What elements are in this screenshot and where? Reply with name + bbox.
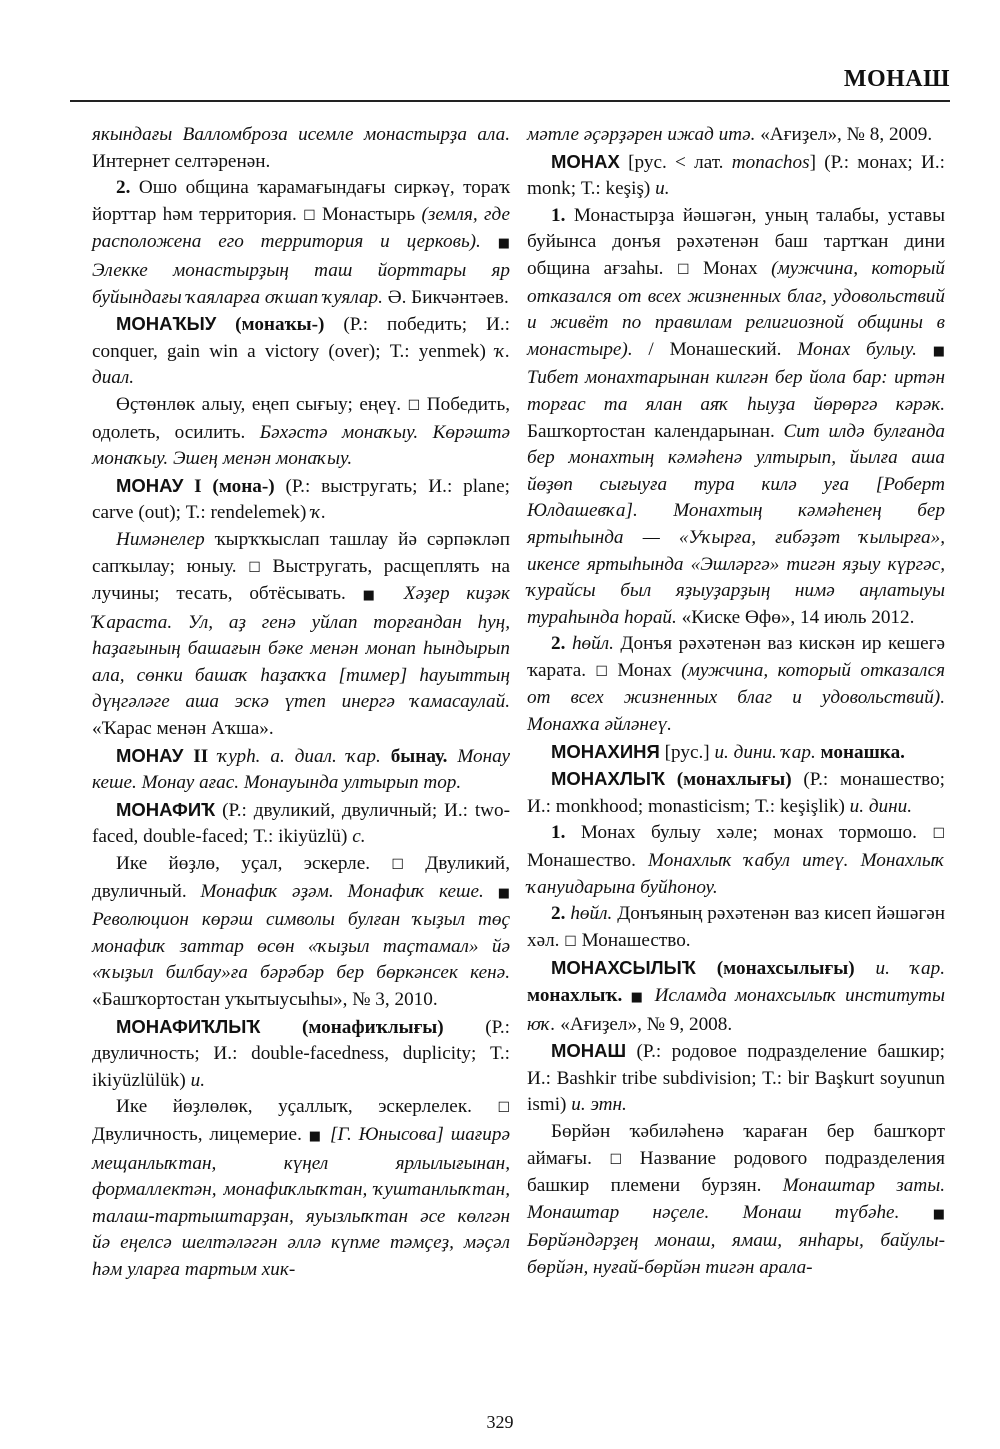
text-run: Монах булыу хәле; монах тормошо. [565, 822, 933, 844]
headword: МОНАҠЫУ [116, 313, 217, 335]
example-marker: ■ [362, 588, 387, 604]
bold-text: монахлыҡ. [527, 985, 623, 1006]
italic-text: (мужчина, который отказался от всех жизненных благ, удовольствий и живёт по правилам религиозной общины в монастыре). [527, 257, 945, 360]
bold-text: 1. [551, 204, 566, 226]
bold-text: I (мона-) [183, 475, 275, 497]
italic-text: Бөрйәндәрҙең монаш, ямаш, янһары, байулы-бөрйән, нуғай-бөрйән тигән арала- [527, 1230, 945, 1278]
translation-marker: ☐ [932, 826, 945, 843]
dictionary-entry [527, 149, 945, 203]
headword: МОНАХ [551, 150, 620, 172]
dictionary-entry [92, 743, 510, 797]
left-column [92, 122, 510, 1284]
text-run [381, 746, 391, 767]
italic-text: (земля, где расположена его территория и церковь). [92, 203, 510, 253]
text-run: Ике йөҙлөлөк, уҫаллыҡ, эскерлелек. [116, 1096, 498, 1118]
italic-text: и. этн. [571, 1094, 627, 1116]
text-run: ҡырҡҡыслап ташлау йә сәрпәкләп сапҡылау; юныу. [92, 528, 510, 577]
italic-text: Монахлыҡ ҡабул итеү. Монахлыҡ ҡануидарына буйһоноу. [527, 850, 945, 898]
text-run: Монашество. [576, 929, 691, 951]
text-run: Өҫтөнлөк алыу, еңеп сығыу; еңеү. [116, 393, 408, 415]
text-run: «Ағиҙел», № 9, 2008. [555, 1013, 733, 1035]
headword: МОНАХЛЫҠ [551, 768, 666, 790]
italic-text: и. ҡар. [875, 958, 945, 980]
text-run: «Ағиҙел», № 8, 2009. [755, 124, 933, 145]
text-run: Бөрйән ҡәбиләһенә ҡараған бер башҡорт аймағы. [527, 1120, 945, 1169]
text-run: [рус.] [659, 741, 715, 763]
text-run [481, 231, 498, 252]
text-run: Победить, одолеть, осилить. [92, 393, 510, 443]
italic-text: мәтле әҫәрҙәрен ижад итә. [527, 124, 756, 145]
text-run [855, 958, 876, 979]
continued-text [92, 122, 510, 175]
italic-text: Монах булыу. [797, 338, 917, 360]
text-run: «Ҡарас менән Аҡша». [92, 718, 274, 740]
italic-text: Элекке монастырҙың таш йорттары яр буйындағы ҡаяларға оҡшап ҡуялар. [92, 259, 510, 308]
italic-text: һөйл. [570, 903, 613, 925]
right-column [527, 122, 945, 1282]
italic-text: ҡурһ. а. диал. ҡар. [218, 745, 381, 767]
text-run: «Киске Өфө», 14 июль 2012. [676, 606, 915, 628]
italic-text: и. дини. ҡар. [714, 741, 816, 763]
text-run: (Р.: двуликий, двуличный; И.: two-faced, double-faced; Т.: ikiyüzlü) [92, 799, 510, 848]
translation-marker: ☐ [248, 559, 261, 576]
dictionary-entry [527, 766, 945, 820]
italic-text: якындағы Валломброза исемле монастырҙа ала. [92, 124, 510, 145]
italic-text: Монаштар заты. Монаштар нәҫеле. Монаш түбәһе. [527, 1175, 945, 1223]
text-run: Название родового подразделения башкир племени бурзян. [527, 1147, 945, 1197]
dictionary-entry [527, 739, 945, 767]
headword: МОНАУ [116, 744, 184, 766]
bold-text: 2. [116, 177, 131, 199]
example-marker: ■ [932, 343, 946, 359]
text-run: Монах [607, 659, 682, 681]
headword: МОНАХИНЯ [551, 740, 660, 762]
text-run [899, 1202, 932, 1223]
dictionary-entry [92, 311, 510, 392]
entry-sense [92, 851, 510, 1014]
text-run: Монашество. [527, 850, 649, 872]
bold-text: (монахсылығы) [695, 958, 855, 980]
italic-text: [Г. Юнысова] шағирә мещанлыҡтан, күңел ярлылығынан, формаллектән, монафиҡлыҡтан, ҡуштанлыҡтан, талаш-тартыштарҙан, яуызлыҡтан әсе көлгән йә еңелсә шелтәләгән әллә күпме тәмҫеҙ, мәҫәл һәм уларға тартым хик- [92, 1123, 510, 1280]
italic-text: Монафиҡ әҙәм. Монафиҡ кеше. [200, 880, 484, 902]
headword: МОНАУ [116, 474, 184, 496]
text-run: / Монашеский. [632, 338, 798, 360]
italic-text: и. [190, 1069, 205, 1091]
translation-marker: ☐ [497, 1100, 510, 1117]
translation-marker: ☐ [303, 207, 316, 224]
bold-text: 1. [551, 822, 566, 844]
italic-text: һөйл. [571, 633, 614, 655]
example-marker: ■ [932, 1206, 946, 1222]
headword: МОНАШ [551, 1040, 627, 1062]
italic-text: Нимәнелер [116, 528, 205, 550]
dictionary-entry [92, 473, 510, 527]
translation-marker: ☐ [407, 397, 421, 414]
italic-text: Хәҙер киҙәк Ҡараста. Ул, аҙ генә уйлап торғандан һуң, һаҙағының башағын бәке менән монап һындырып ала, сөнки башаҡ һаҙаҡҡа [тимер] һауыттың дүңгәләге аша эскә үтеп инергә ҡамасаулай. [92, 583, 510, 713]
translation-marker: ☐ [391, 857, 404, 874]
bold-text: бынау. [390, 745, 448, 767]
continued-text [527, 122, 945, 149]
text-run: Двуличность, лицемерие. [92, 1123, 309, 1145]
entry-sense [92, 175, 510, 311]
text-run: Донъяның рәхәтенән ваз кисеп йәшәгән хәл. [527, 903, 946, 951]
italic-text: ҡ. диал. [92, 340, 510, 389]
text-run: Ошо община ҡарамағындағы сиркәү, тораҡ йорттар һәм территория. [92, 177, 510, 225]
page-header [70, 66, 950, 102]
italic-text: с. [352, 826, 366, 848]
translation-marker: ☐ [564, 933, 577, 950]
translation-marker: ☐ [676, 261, 690, 278]
text-run: Ике йөҙлө, уҫал, эскерле. [116, 853, 392, 875]
text-run [484, 881, 498, 902]
text-run: Ә. Бикчәнтәев. [382, 286, 509, 308]
italic-text: и. [655, 178, 670, 200]
bold-text: II [183, 745, 209, 767]
text-run: [рус. < лат. [619, 151, 732, 173]
entry-sense [527, 203, 945, 632]
entry-sense [527, 901, 945, 955]
italic-text: и. дини. [849, 795, 913, 817]
italic-text: (мужчина, который отказался от всех жизненных благ и удовольствий). Монахҡа әйләнеү. [527, 659, 946, 736]
text-run: (Р.: родовое подразделение башкир; И.: Bashkir tribe subdivision; Т.: bir Başkurt soyunun ismi) [527, 1041, 945, 1116]
text-run: Монастырь [315, 203, 422, 225]
text-run: Интернет селтәренән. [92, 150, 271, 172]
text-run: Донъя рәхәтенән ваз кискән ир кешегә ҡарата. [527, 633, 946, 681]
dictionary-entry [92, 1014, 510, 1095]
page-number: 329 [486, 1412, 514, 1432]
entry-sense [527, 820, 945, 901]
example-marker: ■ [630, 990, 647, 1005]
entry-sense [527, 631, 945, 738]
bold-text: 2. [551, 903, 566, 925]
italic-text: Бәхәстә монаҡыу. Көрәштә монаҡыу. Эшең менән монаҡыу. [92, 421, 510, 470]
text-run: (Р.: двуличность; И.: double-facedness, duplicity; Т.: ikiyüzlülük) [92, 1016, 510, 1091]
bold-text: (монахлығы) [665, 769, 792, 791]
text-run: (Р.: выстругать; И.: plane; carve (out); Т.: rendelemek) [92, 475, 510, 524]
text-run: ] (Р.: монах; И.: monk; Т.: keşiş) [527, 151, 946, 200]
text-run: Двуликий, двуличный. [92, 853, 510, 902]
dictionary-entry [92, 797, 510, 851]
text-run: Монастырҙа йәшәгән, уның талабы, уставы буйынса донъя рәхәтенән баш тартҡан дини община ағзаһы. [527, 204, 945, 279]
italic-text: Революцион көрәш символы булған ҡыҙыл төҫ монафиҡ заттар өсөн «ҡыҙыл таҫтамал» йә «ҡыҙыл билбау»ға бәрәбәр бер бөркәнсек кенә. [92, 909, 510, 984]
running-head: МОНАШ [843, 66, 950, 92]
text-run [917, 339, 933, 360]
translation-marker: ☐ [595, 663, 608, 680]
text-run: «Башҡортостан уҡытыусыһы», № 3, 2010. [92, 989, 438, 1010]
text-run: (Р.: победить; И.: conquer, gain win a victory (over); Т.: yenmek) [92, 314, 511, 362]
entry-sense [92, 392, 510, 473]
entry-sense [92, 1094, 510, 1283]
bold-text: (монаҡы-) [216, 314, 325, 336]
headword: МОНАФИҠЛЫҠ [116, 1015, 261, 1037]
text-run: Выстругать, расщеплять на лучины; тесать, обтёсывать. [92, 555, 510, 605]
italic-text: Исламда монахсылыҡ институты юҡ. [527, 985, 945, 1035]
text-run: (Р.: монашество; И.: monkhood; monasticism; Т.: keşişlik) [527, 769, 945, 817]
headword: МОНАХСЫЛЫҠ [551, 957, 696, 979]
dictionary-entry [527, 1038, 945, 1119]
bold-text: монашка. [820, 741, 905, 763]
example-marker: ■ [497, 236, 510, 252]
bold-text: (монафиҡлығы) [260, 1016, 444, 1038]
dictionary-entry [527, 955, 945, 1038]
italic-text: ҡ. [311, 502, 327, 524]
bold-text: 2. [551, 633, 566, 655]
italic-text: monachos [731, 151, 810, 173]
text-run [208, 746, 218, 767]
text-run [622, 985, 630, 1006]
entry-sense [92, 527, 510, 743]
entry-sense [527, 1119, 945, 1282]
text-run: Башҡортостан календарынан. [527, 420, 784, 442]
example-marker: ■ [308, 1128, 324, 1144]
text-run: Монах [689, 257, 772, 279]
example-marker: ■ [497, 885, 510, 901]
translation-marker: ☐ [609, 1151, 623, 1168]
italic-text: Монау кеше. Монау ағас. Монауында ултырып тор. [92, 745, 511, 794]
italic-text: Тибет монахтарынан килгән бер йола бар: иртән торғас та ялан аяҡ һыуҙа йөрөргә кәрәк. [527, 367, 945, 415]
headword: МОНАФИҠ [116, 798, 216, 820]
italic-text: Сит илдә булғанда бер монахтың кәмәһенә ултырып, йылға аша йөҙөп сығыуға тура килә уға [Роберт Юлдашевҡа]. Монахтың кәмәһенең бер яртыһында — «Уҡырға, ғибәҙәт ҡылырға», икенсе яртыһында «Эшләргә» тигән яҙыу күргәс, ҡурайсы был яҙыуҙарҙың нимә аңлатыуы тураһында һорай. [527, 420, 945, 628]
